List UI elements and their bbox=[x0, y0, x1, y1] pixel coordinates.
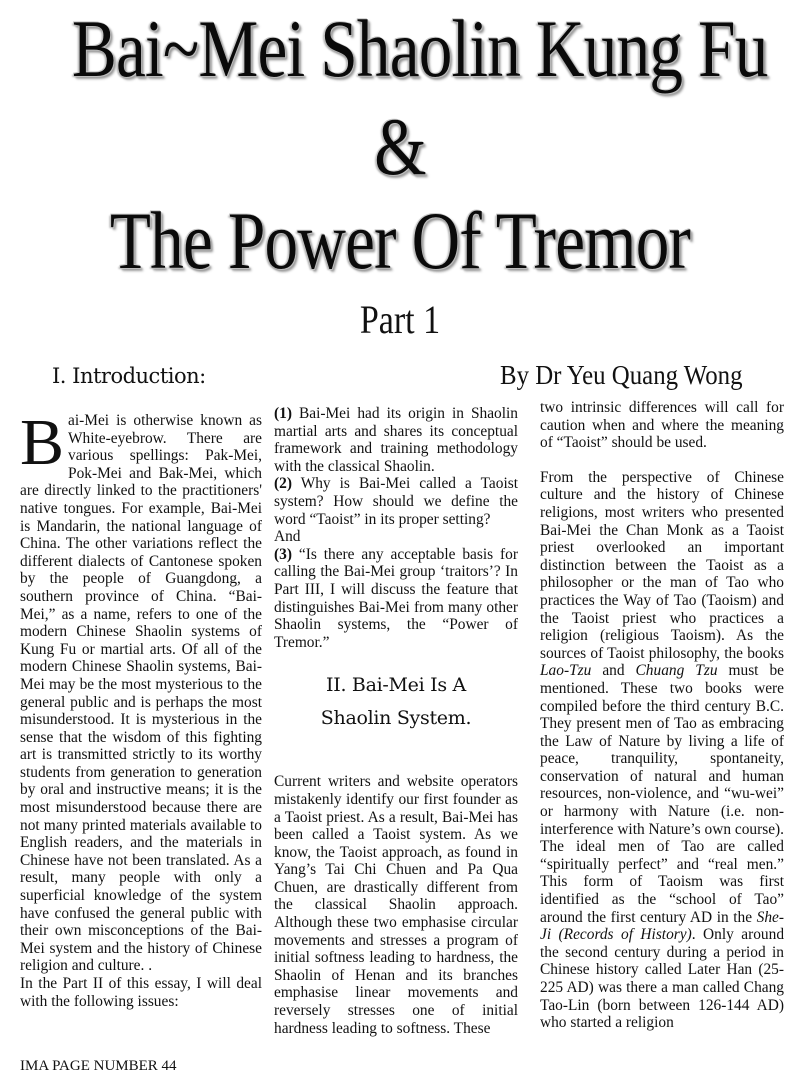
column-1 bbox=[20, 406, 262, 1010]
taoism-paragraph bbox=[540, 469, 784, 1032]
issue-item-3 bbox=[274, 546, 518, 652]
issue-text: Bai-Mei had its origin in Shaolin martial arts and shares its conceptual framework and training methodology with the classical Shaolin. bbox=[274, 405, 518, 475]
book-title: Chuang Tzu bbox=[635, 662, 718, 680]
issue-text: “Is there any acceptable basis for calling the Bai-Mei group ‘traitors’? In Part III, I will discuss the feature that distinguishes Bai-Mei from many other Shaolin systems, the “Power of Tremor.” bbox=[274, 545, 518, 651]
article-title-line2: The Power Of Tremor bbox=[109, 195, 691, 286]
issue-item-1 bbox=[274, 405, 518, 475]
paragraph-gap bbox=[540, 452, 784, 469]
article-title-line1: Bai~Mei Shaolin Kung Fu bbox=[72, 3, 768, 94]
book-title: Lao-Tzu bbox=[540, 662, 592, 680]
section-heading-line1: II. Bai-Mei Is A bbox=[326, 674, 466, 697]
article-title-ampersand: & bbox=[374, 101, 426, 192]
continued-paragraph: two intrinsic differences will call for caution when and where the meaning of “Taoist” should be used. bbox=[540, 399, 784, 452]
text-run: From the perspective of Chinese culture and the history of Chinese religions, most writers who presented Bai-Mei the Chan Monk as a Taoist priest overlooked an important distinction between the Taoist as a philosopher or the man of Tao who practices the Way of Tao (Taoism) and the Taoist priest who practices a religion (religious Taoism). As the sources of Taoist philosophy, the books bbox=[540, 468, 784, 662]
part-label: Part 1 bbox=[359, 297, 441, 342]
issue-item-2 bbox=[274, 475, 518, 528]
intro-paragraph bbox=[20, 406, 262, 975]
issue-number: (3) bbox=[274, 545, 292, 563]
issue-text: Why is Bai-Mei called a Taoist system? How should we define the word “Taoist” in its proper setting? bbox=[274, 475, 518, 528]
drop-cap: B bbox=[20, 406, 65, 479]
section-heading-line2: Shaolin System. bbox=[320, 707, 472, 730]
section2-paragraph: Current writers and website operators mistakenly identify our first founder as a Taoist priest. As a result, Bai-Mei has been called a Taoist system. As we know, the Taoist approach, as found in Yang’s Tai Chi Chuen and Pa Qua Chuen, are drastically different from the classical Shaolin approach. Although these two emphasise circular movements and stresses a program of initial softness leading to hardness, the Shaolin of Henan and its branches emphasise linear movements and reversely stresses one of initial hardness leading to softness. These bbox=[274, 773, 518, 1037]
issue-number: (1) bbox=[274, 405, 292, 422]
text-run: and bbox=[591, 662, 636, 680]
author-byline: By Dr Yeu Quang Wong bbox=[500, 360, 743, 390]
page-number: IMA PAGE NUMBER 44 bbox=[20, 1058, 177, 1074]
issue-and: And bbox=[274, 528, 301, 546]
text-run: must be mentioned. These two books were compiled before the third century B.C. They present men of Tao as embracing the Law of Nature by living a life of peace, tranquility, spontaneity, conservation of natural and human resources, non-violence, and “wu-wei” or harmony with Nature (i.e. non-interference with Nature’s own course). The ideal men of Tao are called “spiritually perfect” and “real men.” This form of Taoism was first identified as the “school of Tao” around the first century AD in the bbox=[540, 662, 785, 926]
book-title: She-Ji (Records of History) bbox=[540, 908, 784, 944]
issue-number: (2) bbox=[274, 475, 292, 493]
section-heading-introduction: I. Introduction: bbox=[52, 364, 206, 388]
intro-text: ai-Mei is otherwise known as White-eyebrow. There are various spellings: Pak-Mei, Pok-Mei and Bak-Mei, which are directly linked to the practitioners' native tongues. For example, Bai-Mei is Mandarin, the national language of China. The other variations reflect the different dialects of Cantonese spoken by the people of Guangdong, a southern province of China. “Bai-Mei,” as a name, refers to one of the modern Chinese Shaolin systems of Kung Fu or martial arts. Of all of the modern Chinese Shaolin systems, Bai-Mei may be the most mysterious to the general public and is perhaps the most misunderstood. It is mysterious in the sense that the wisdom of this fighting art is transmitted strictly to its worthy students from generation to generation by oral and instructive means; it is the most misunderstood because there are not many printed materials available to English readers, and the materials in Chinese have not been translated. As a result, many people with only a superficial knowledge of the system have confused the general public with their own misconceptions of the Bai-Mei system and the history of Chinese religion and culture. . bbox=[20, 412, 262, 975]
text-run: . Only around the second century during a period in Chinese history called Later Han (25-225 AD) was there a man called Chang Tao-Lin (born between 126-144 AD) who started a religion bbox=[540, 926, 785, 1032]
column-2 bbox=[274, 405, 518, 1037]
section-heading-shaolin-system bbox=[274, 669, 518, 735]
issues-intro: In the Part II of this essay, I will deal with the following issues: bbox=[20, 975, 262, 1010]
column-3 bbox=[540, 399, 784, 1032]
